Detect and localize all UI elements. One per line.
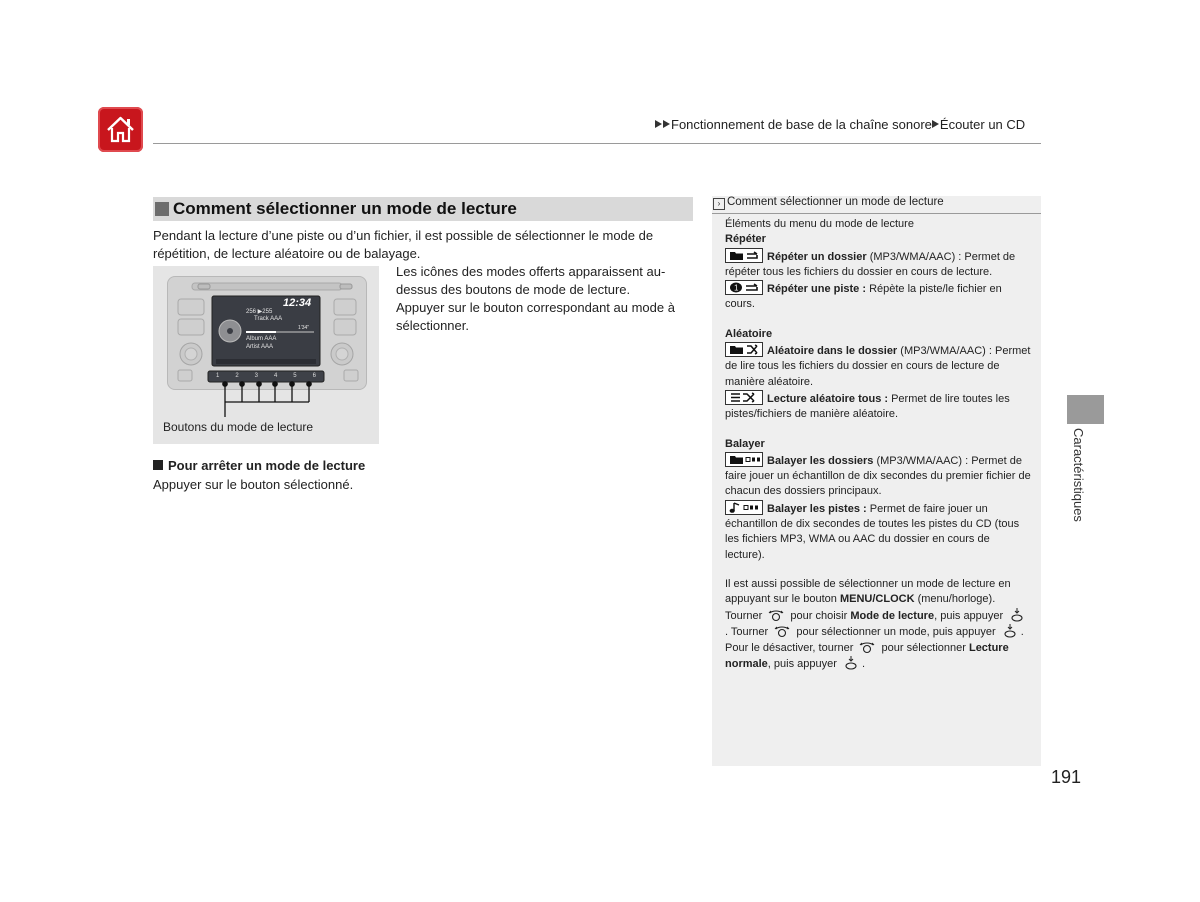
breadcrumb-arrow-icon — [932, 120, 939, 128]
track-repeat-icon — [725, 280, 763, 295]
scan-tracks-desc: Permet de faire jouer un échantillon de dix secondes de toutes les pistes du CD (tous les fichiers MP3, WMA ou AAC du dossier en cours de lecture). — [725, 502, 1020, 561]
radio-clock: 12:34 — [283, 297, 312, 309]
random-folder-item — [725, 342, 1031, 390]
breadcrumb-link-audio[interactable]: Fonctionnement de base de la chaîne sonore — [671, 117, 932, 132]
figure-description-line-1: Les icônes des modes offerts apparaissent au-dessus des boutons de mode de lecture. — [396, 264, 666, 297]
turn-text-3: , puis appuyer — [934, 609, 1007, 622]
chapter-tab-label[interactable] — [1067, 428, 1104, 538]
repeat-folder-desc: Permet de répéter tous les fichiers du dossier en cours de lecture. — [725, 250, 1016, 278]
repeat-track-item — [725, 280, 1031, 313]
selector-knob-press-icon — [1001, 624, 1019, 638]
figure-caption: Boutons du mode de lecture — [163, 420, 314, 434]
repeat-folder-label: Répéter un dossier — [767, 250, 867, 263]
sidebar-title — [712, 196, 1041, 214]
repeat-track-label: Répéter une piste : — [767, 283, 870, 296]
callout-bracket — [153, 266, 379, 444]
selector-knob-press-icon — [1008, 608, 1026, 622]
random-folder-formats: (MP3/WMA/AAC) : — [897, 345, 992, 358]
repeat-track-desc: Répète la piste/le fichier en cours. — [725, 283, 1002, 311]
radio-track-number: 256 ▶255 — [246, 309, 273, 315]
menu-text-1: Il est aussi possible de sélectionner un mode de lecture en appuyant sur le bouton — [725, 577, 1011, 606]
deact-text-4: . — [861, 658, 866, 671]
repeat-heading: Répéter — [725, 233, 766, 246]
turn-text-6: . — [1020, 625, 1024, 638]
folder-repeat-icon — [725, 248, 763, 263]
breadcrumb-current: Écouter un CD — [939, 117, 1026, 132]
menu-text-2: (menu/horloge). — [914, 593, 996, 606]
preset-button-5[interactable]: 5 — [293, 373, 297, 379]
random-folder-desc: Permet de lire tous les fichiers du dossier en cours de lecture de manière aléatoire. — [725, 345, 1031, 388]
deact-text-2: pour sélectionner — [878, 642, 969, 655]
folder-scan-icon — [725, 452, 763, 467]
random-all-label: Lecture aléatoire tous : — [767, 392, 892, 405]
stop-mode-title: Pour arrêter un mode de lecture — [168, 458, 366, 473]
radio-track-name: Track AAA — [254, 316, 283, 322]
random-all-item — [725, 390, 1031, 423]
chapter-tab[interactable] — [1067, 395, 1104, 424]
preset-button-3[interactable]: 3 — [254, 373, 258, 379]
turn-text-1: Tourner — [725, 609, 766, 622]
selector-knob-rotate-icon — [773, 624, 791, 638]
repeat-folder-formats: (MP3/WMA/AAC) : — [866, 250, 965, 263]
menu-intro: Éléments du menu du mode de lecture — [725, 218, 914, 230]
figure-description — [396, 263, 696, 335]
page-number: 191 — [1051, 767, 1082, 787]
sidebar-title-text: Comment sélectionner un mode de lecture — [727, 196, 944, 208]
deact-text-1: Pour le désactiver, tourner — [725, 642, 857, 655]
scan-tracks-label: Balayer les pistes : — [767, 502, 870, 515]
folder-random-icon — [725, 342, 763, 357]
playback-mode-option: Mode de lecture — [850, 609, 935, 622]
radio-figure — [153, 266, 379, 444]
sidebar-notes — [712, 196, 1041, 766]
bullet-square-icon — [153, 460, 163, 470]
menu-clock-button-label: MENU/CLOCK — [839, 593, 915, 606]
random-folder-label: Aléatoire dans le dossier — [767, 345, 898, 358]
heading-square-icon — [155, 202, 169, 216]
radio-elapsed: 1'34" — [298, 325, 310, 331]
breadcrumb — [655, 117, 1041, 132]
preset-button-2[interactable]: 2 — [235, 373, 239, 379]
stop-mode-heading — [153, 458, 365, 473]
turn-text-4: . Tourner — [725, 625, 772, 638]
breadcrumb-arrow-icon — [655, 120, 662, 128]
turn-text-2: pour choisir — [787, 609, 851, 622]
track-scan-icon — [725, 500, 763, 515]
breadcrumb-arrow-icon — [663, 120, 670, 128]
note-reference-icon: › — [713, 198, 725, 210]
repeat-folder-item — [725, 248, 1031, 281]
scan-folders-desc: Permet de faire jouer un échantillon de dix secondes du premier fichier de chacun des dossiers principaux. — [725, 454, 1031, 498]
radio-album: Album AAA — [246, 336, 277, 342]
preset-button-4[interactable]: 4 — [273, 373, 278, 379]
svg-text:1: 1 — [734, 283, 739, 293]
scan-heading: Balayer — [725, 437, 765, 450]
section-heading — [153, 197, 693, 221]
selector-knob-press-icon — [842, 656, 860, 670]
random-all-icon — [725, 390, 763, 405]
intro-paragraph: Pendant la lecture d’une piste ou d’un fichier, il est possible de sélectionner le mode de répétition, de lecture aléatoire ou de balayage. — [153, 228, 654, 261]
selector-knob-rotate-icon — [858, 640, 876, 654]
sidebar-content — [725, 217, 1031, 673]
selector-knob-rotate-icon — [767, 608, 785, 622]
header-divider — [153, 143, 1041, 144]
deact-text-3: , puis appuyer — [767, 658, 840, 671]
section-title: Comment sélectionner un mode de lecture — [173, 199, 517, 218]
random-all-desc: Permet de lire toutes les pistes/fichiers de manière aléatoire. — [725, 392, 1010, 421]
chapter-tab-text: Caractéristiques — [1071, 428, 1086, 522]
scan-tracks-item — [725, 500, 1031, 563]
random-heading: Aléatoire — [725, 327, 773, 340]
home-icon[interactable] — [98, 107, 143, 152]
radio-artist: Artist AAA — [246, 344, 274, 350]
preset-button-6[interactable]: 6 — [312, 373, 316, 379]
figure-description-line-2: Appuyer sur le bouton correspondant au mode à sélectionner. — [396, 300, 675, 333]
scan-folders-formats: (MP3/WMA/AAC) : — [873, 454, 972, 467]
scan-folders-item — [725, 452, 1031, 500]
menu-paragraph — [725, 577, 1031, 640]
stop-mode-text: Appuyer sur le bouton sélectionné. — [153, 477, 354, 492]
scan-folders-label: Balayer les dossiers — [767, 454, 874, 467]
turn-text-5: pour sélectionner un mode, puis appuyer — [793, 625, 999, 638]
deactivate-paragraph — [725, 640, 1031, 673]
normal-playback-option: Lecture normale — [725, 642, 1009, 671]
preset-button-1[interactable]: 1 — [215, 373, 220, 379]
